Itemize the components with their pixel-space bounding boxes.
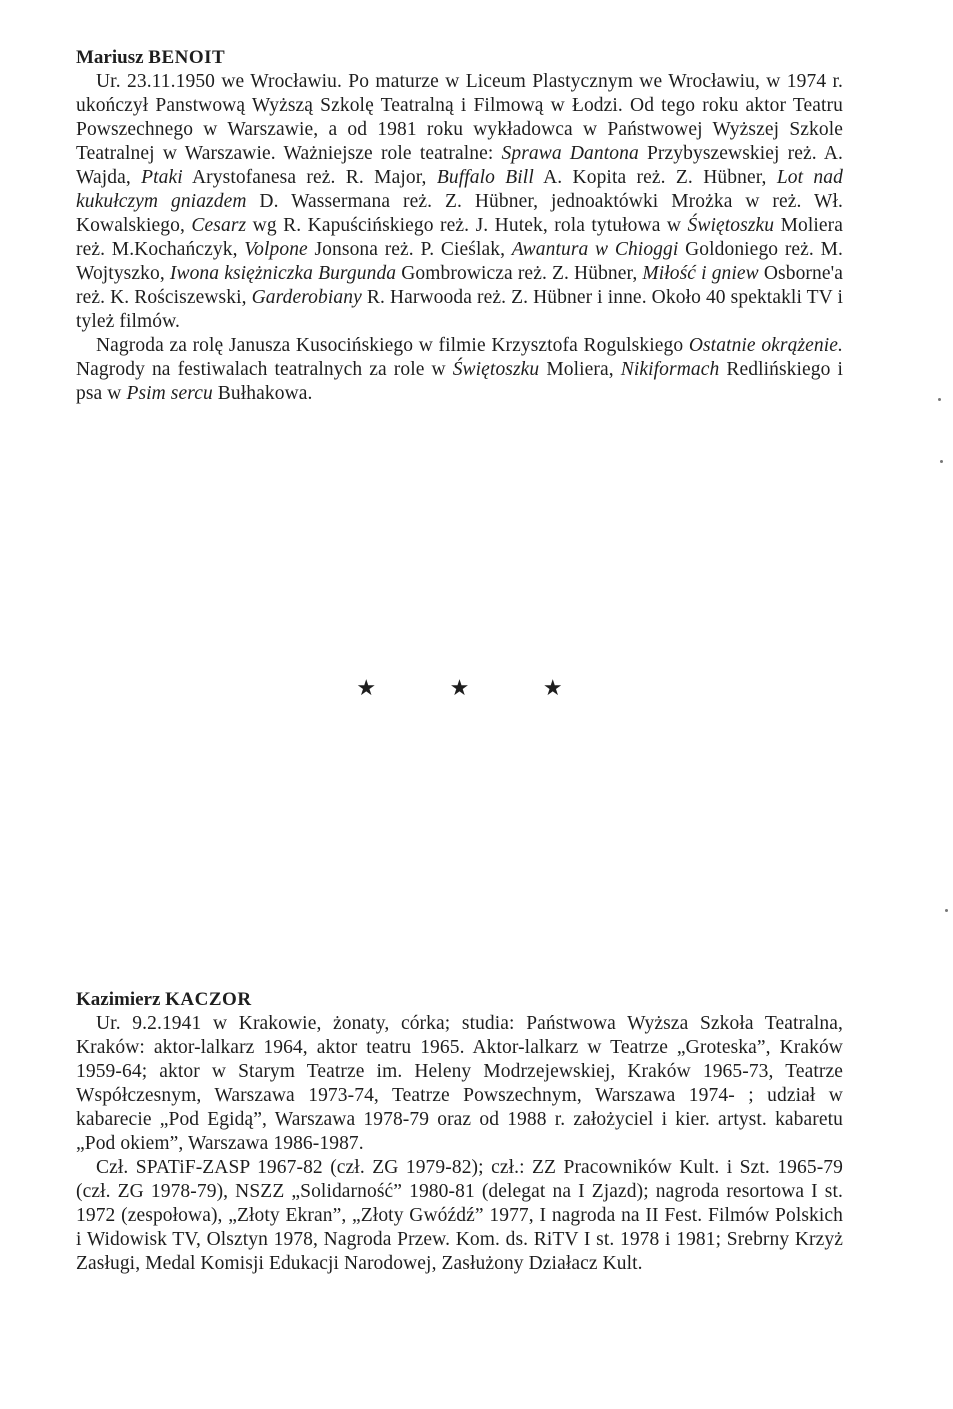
italic-title: Cesarz (191, 215, 247, 236)
text-run: R. Harwooda reż. Z. Hübner i inne. Około 40 spektakli TV i tyleż filmów. (76, 287, 843, 332)
text-run: wg R. Kapuścińskiego reż. J. Hutek, rola tytułowa w (246, 215, 688, 236)
scan-speck (940, 460, 943, 463)
text-run: Moliera reż. M.Kochańczyk, (76, 215, 843, 260)
italic-title: Sprawa Dantona (501, 143, 639, 164)
italic-title: Świętoszku (687, 215, 775, 236)
italic-title: Buffalo Bill (436, 167, 534, 188)
text-run: Czł. SPATiF-ZASP 1967-82 (czł. ZG 1979-82); czł.: ZZ Pracowników Kult. i Szt. 1965-79 (czł. ZG 1978-79), NSZZ „Solidarność” 1980-81 (delegat na I Zjazd); nagroda resortowa I st. 1972 (zespołowa), „Złoty Ekran”, „Złoty Gwóźdź” 1977, I nagroda na II Fest. Filmów Polskich i Widowisk TV, Olsztyn 1978, Nagroda Przew. Kom. ds. RiTV I st. 1978 i 1981; Srebrny Krzyż Zasługi, Medal Komisji Edukacji Narodowej, Zasłużony Działacz Kult. (76, 1157, 843, 1274)
last-name: KACZOR (165, 989, 252, 1010)
scan-speck (945, 909, 948, 912)
text-run: Bułhakowa. (212, 383, 313, 404)
text-run: Moliera, (539, 359, 621, 380)
text-run: Ur. 9.2.1941 w Krakowie, żonaty, córka; studia: Państwowa Wyższa Szkoła Teatralna, Kraków: aktor-lalkarz 1964, aktor teatru 1965. Aktor-lalkarz w Teatrze „Groteska”, Kraków 1959-64; aktor w Starym Teatrze im. Heleny Modrzejewskiej, Kraków 1965-73, Teatrze Współczesnym, Warszawa 1973-74, Teatrze Powszechnym, Warszawa 1974- ; udział w kabarecie „Pod Egidą”, Warszawa 1978-79 oraz od 1988 r. założyciel i kier. artyst. kabaretu „Pod okiem”, Warszawa 1986-1987. (76, 1013, 843, 1154)
italic-title: Miłość i gniew (642, 263, 759, 284)
italic-title: Świętoszku (452, 359, 540, 380)
text-run: Osborne'a reż. K. Rościszewski, (76, 263, 843, 308)
bio-paragraph (76, 334, 843, 406)
text-run: Nagrody na festiwalach teatralnych za role w (76, 359, 453, 380)
star-icon: ★ (356, 675, 377, 700)
italic-title: Volpone (244, 239, 308, 260)
text-run: Arystofanesa reż. R. Major, (182, 167, 437, 188)
bio-paragraph (76, 1156, 843, 1276)
italic-title: Ostatnie okrążenie. (688, 335, 843, 356)
italic-title: Ptaki (141, 167, 183, 188)
italic-title: Nikiformach (620, 359, 720, 380)
bio-paragraph (76, 1012, 843, 1156)
entry-name (76, 46, 843, 70)
text-run: Ur. 23.11.1950 we Wrocławiu. Po maturze w Liceum Plastycznym we Wrocławiu, w 1974 r. ukończył Panstwową Wyższą Szkolę Teatralną i Filmową w Łodzi. Od tego roku aktor Teatru Powszechnego w Warszawie, a od 1981 roku wykładowca w Państwowej Wyższej Szkole Teatralnej w Warszawie. Ważniejsze role teatralne: (76, 71, 843, 164)
text-run: A. Kopita reż. Z. Hübner, (533, 167, 777, 188)
first-name: Kazimierz (76, 989, 161, 1010)
entry-name (76, 988, 843, 1012)
text-run: Jonsona reż. P. Cieślak, (307, 239, 512, 260)
biography-kaczor (76, 988, 843, 1276)
text-run: Nagroda za rolę Janusza Kusocińskiego w filmie Krzysztofa Rogulskiego (96, 335, 689, 356)
text-run: D. Wassermana reż. Z. Hübner, jednoaktówki Mrożka w reż. Wł. Kowalskiego, (76, 191, 843, 236)
italic-title: Iwona księżniczka Burgunda (169, 263, 397, 284)
italic-title: Psim sercu (126, 383, 213, 404)
scan-speck (938, 398, 941, 401)
last-name: BENOIT (148, 47, 226, 68)
biography-benoit (76, 46, 843, 406)
first-name: Mariusz (76, 47, 144, 68)
italic-title: Garderobiany (251, 287, 362, 308)
section-separator (76, 676, 843, 700)
star-icon: ★ (542, 675, 563, 700)
text-run: Goldoniego reż. M. Wojtyszko, (76, 239, 843, 284)
italic-title: Lot nad kukułczym gniazdem (76, 167, 843, 212)
star-icon: ★ (449, 675, 470, 700)
text-run: Redlińskiego i psa w (76, 359, 844, 404)
text-run: Przybyszewskiej reż. A. Wajda, (76, 143, 843, 188)
bio-paragraph (76, 70, 843, 334)
italic-title: Awantura w Chioggi (511, 239, 679, 260)
text-run: Gombrowicza reż. Z. Hübner, (396, 263, 643, 284)
